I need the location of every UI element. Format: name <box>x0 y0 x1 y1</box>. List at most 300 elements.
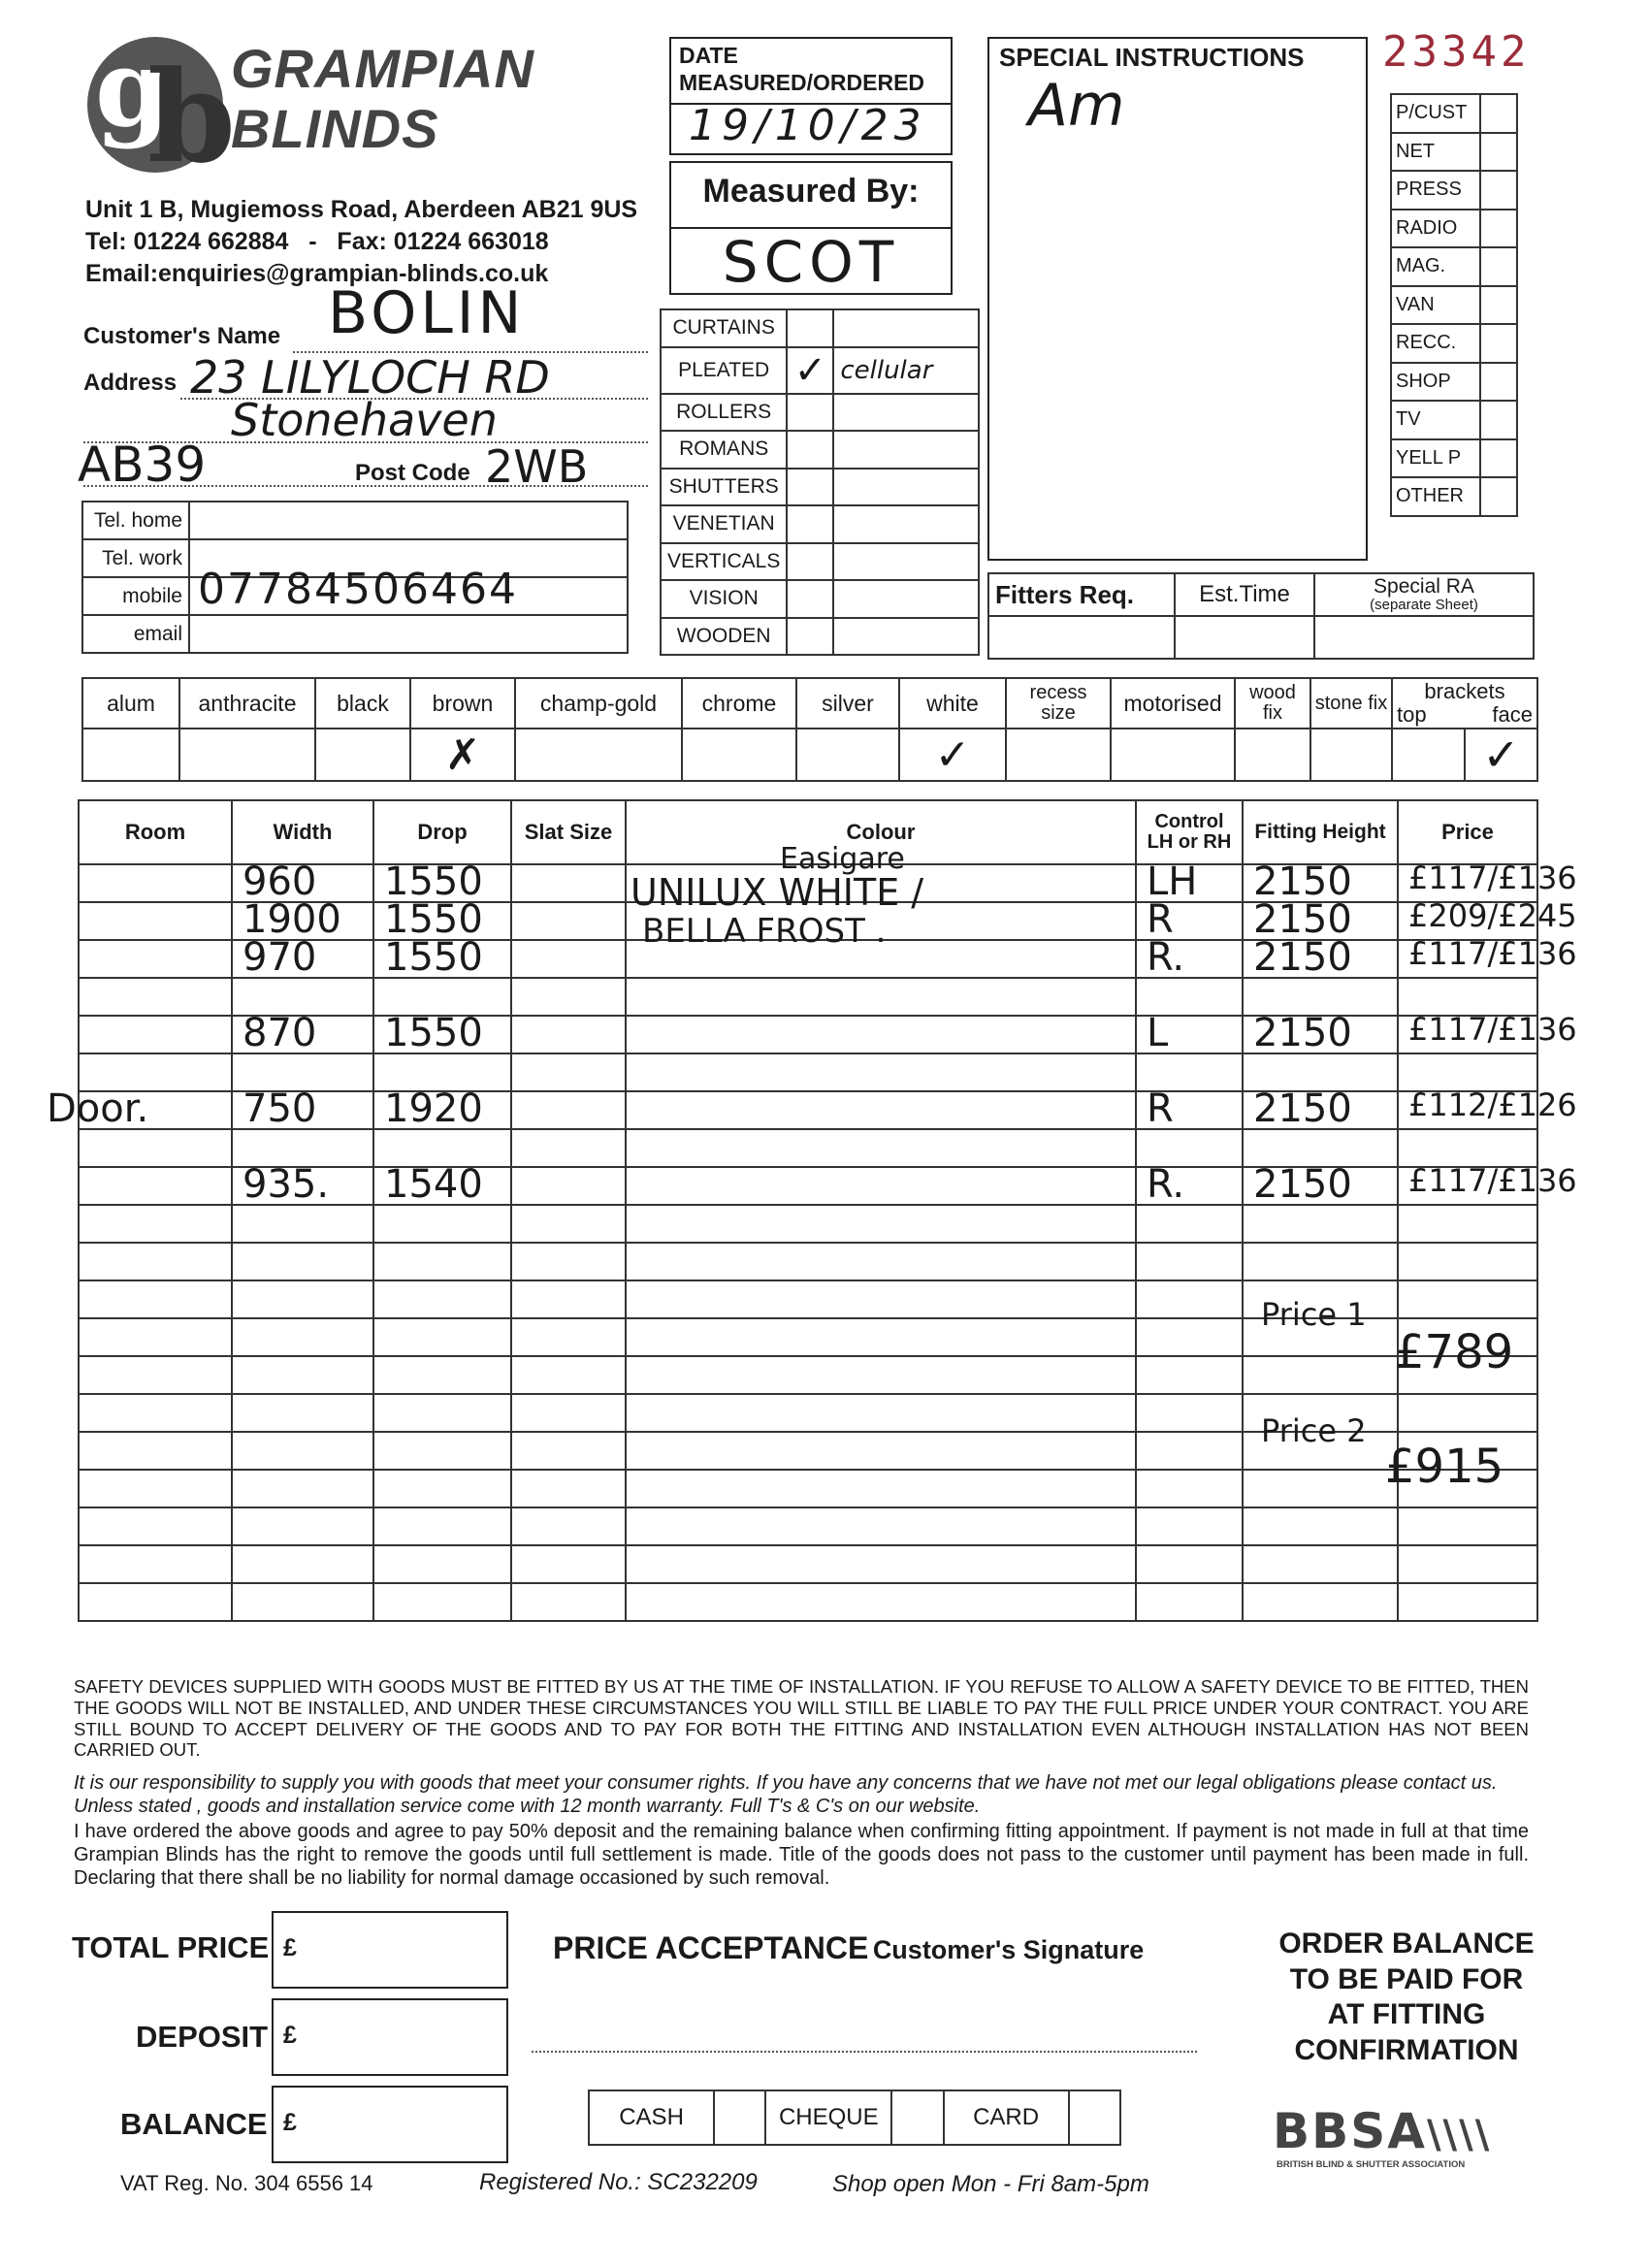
option-header: wood fix <box>1235 678 1310 729</box>
address-line1[interactable]: 23 LILYLOCH RD <box>190 351 550 404</box>
source-check[interactable] <box>1480 286 1517 325</box>
product-type-note[interactable] <box>833 394 979 432</box>
phone-row <box>82 577 628 615</box>
source-label: RECC. <box>1391 324 1480 363</box>
product-type-check[interactable] <box>787 431 833 469</box>
cell-control[interactable] <box>1136 1162 1243 1207</box>
postcode-suffix[interactable]: 2WB <box>485 440 589 493</box>
order-balance-notice <box>1203 1927 1610 2068</box>
cell-fitting[interactable] <box>1243 935 1398 980</box>
phone-row <box>82 615 628 653</box>
product-type-note[interactable] <box>833 505 979 543</box>
cell-room[interactable] <box>79 902 232 940</box>
cell-price[interactable] <box>1398 1545 1537 1583</box>
cell-price[interactable] <box>1398 1162 1577 1205</box>
brackets-header <box>1392 678 1537 729</box>
table-row <box>79 1016 1537 1053</box>
source-label: PRESS <box>1391 171 1480 210</box>
option-mark[interactable] <box>315 729 410 781</box>
option-mark[interactable] <box>515 729 682 781</box>
cell-room[interactable] <box>79 1016 232 1053</box>
source-label: SHOP <box>1391 363 1480 402</box>
cell-room[interactable] <box>79 1167 232 1205</box>
cell-fitting[interactable] <box>1243 1243 1398 1280</box>
est-time-value[interactable] <box>1175 616 1314 659</box>
cell-width[interactable] <box>232 935 373 980</box>
total-currency: £ <box>283 1934 297 1961</box>
cell-room-value: Door. <box>47 1086 149 1131</box>
payment-method-check[interactable] <box>1069 2090 1120 2145</box>
cell-colour[interactable] <box>626 1129 1136 1167</box>
source-label: MAG. <box>1391 247 1480 286</box>
cell-slat[interactable] <box>511 1356 626 1394</box>
cell-price-value: £117/£136 <box>1408 1011 1577 1048</box>
cell-room[interactable] <box>79 940 232 978</box>
registered-number: Registered No.: SC232209 <box>479 2169 758 2195</box>
cell-slat[interactable] <box>511 902 626 940</box>
date-label-line2: MEASURED/ORDERED <box>679 70 925 95</box>
cell-colour[interactable] <box>626 1507 1136 1545</box>
payment-method-label: CASH <box>589 2090 714 2145</box>
measured-by-value: SCOT <box>722 229 900 295</box>
source-row <box>1391 133 1517 172</box>
table-row <box>79 1243 1537 1280</box>
source-check[interactable] <box>1480 477 1517 516</box>
cell-drop[interactable] <box>373 1280 511 1318</box>
cell-colour[interactable] <box>626 1545 1136 1583</box>
price2-label: Price 2 <box>1261 1412 1367 1449</box>
order-balance-line4: CONFIRMATION <box>1294 2033 1519 2066</box>
phone-table <box>81 501 629 654</box>
col-slat: Slat Size <box>511 800 626 864</box>
signature-line[interactable] <box>532 2051 1197 2053</box>
option-mark[interactable] <box>682 729 796 781</box>
cell-width[interactable] <box>232 1280 373 1318</box>
source-row <box>1391 286 1517 325</box>
option-mark[interactable]: ✓ <box>899 729 1006 781</box>
order-balance-line1: ORDER BALANCE <box>1278 1928 1535 1960</box>
cell-colour[interactable] <box>626 1205 1136 1243</box>
cell-room[interactable] <box>79 1318 232 1356</box>
price2-value: £915 <box>1385 1440 1504 1494</box>
phone-value[interactable] <box>189 565 628 615</box>
product-type-row <box>661 618 979 656</box>
source-label: YELL P <box>1391 439 1480 478</box>
source-label: NET <box>1391 133 1480 172</box>
option-header: silver <box>796 678 899 729</box>
cell-width[interactable] <box>232 1507 373 1545</box>
deposit-field[interactable] <box>272 1998 508 2076</box>
vat-number: VAT Reg. No. 304 6556 14 <box>120 2171 373 2195</box>
cell-slat[interactable] <box>511 978 626 1016</box>
cell-width[interactable] <box>232 1318 373 1356</box>
product-type-row <box>661 347 979 394</box>
cell-slat[interactable] <box>511 1016 626 1053</box>
cell-drop[interactable] <box>373 1507 511 1545</box>
phone-value[interactable] <box>189 502 628 539</box>
product-type-note[interactable] <box>833 618 979 656</box>
address-line2[interactable]: Stonehaven <box>231 394 498 446</box>
cell-fitting[interactable] <box>1243 1011 1398 1055</box>
cell-control[interactable] <box>1136 1356 1243 1394</box>
payment-method-label: CARD <box>944 2090 1069 2145</box>
cell-colour[interactable] <box>626 1318 1136 1356</box>
col-drop: Drop <box>373 800 511 864</box>
fitters-table <box>987 572 1535 660</box>
colour-note-line2: UNILUX WHITE / <box>630 871 924 914</box>
cell-price[interactable] <box>1398 1205 1537 1243</box>
cell-fitting[interactable] <box>1243 1356 1398 1394</box>
product-type-note[interactable] <box>833 580 979 618</box>
option-mark[interactable] <box>82 729 179 781</box>
customer-name[interactable]: BOLIN <box>328 279 526 347</box>
source-check[interactable] <box>1480 133 1517 172</box>
cell-room[interactable] <box>79 1394 232 1432</box>
cell-slat[interactable] <box>511 1243 626 1280</box>
cell-room[interactable] <box>79 1583 232 1621</box>
cell-slat[interactable] <box>511 1432 626 1470</box>
cell-colour[interactable] <box>626 1167 1136 1205</box>
source-row <box>1391 439 1517 478</box>
cell-control[interactable] <box>1136 1507 1243 1545</box>
product-type-check[interactable] <box>787 469 833 506</box>
cell-colour[interactable] <box>626 1016 1136 1053</box>
price-acceptance-label: PRICE ACCEPTANCE <box>553 1930 869 1965</box>
logo-g-glyph: g <box>95 25 170 150</box>
cell-drop[interactable] <box>373 1394 511 1432</box>
cell-control[interactable] <box>1136 1432 1243 1470</box>
cell-room[interactable] <box>79 978 232 1016</box>
table-row <box>79 1545 1537 1583</box>
cell-width[interactable] <box>232 1583 373 1621</box>
cell-drop[interactable] <box>373 1011 511 1055</box>
brackets-face: face <box>1492 702 1533 727</box>
product-type-row <box>661 309 979 347</box>
product-type-check[interactable] <box>787 580 833 618</box>
cell-slat[interactable] <box>511 1091 626 1129</box>
cell-slat[interactable] <box>511 864 626 902</box>
cell-fitting-value: 2150 <box>1253 897 1352 942</box>
cell-control[interactable] <box>1136 1243 1243 1280</box>
cell-slat[interactable] <box>511 1280 626 1318</box>
product-type-check[interactable] <box>787 618 833 656</box>
option-mark[interactable] <box>1111 729 1235 781</box>
cell-price[interactable] <box>1398 1280 1537 1318</box>
balance-currency: £ <box>283 2109 297 2136</box>
colour-note-line3: BELLA FROST . <box>642 912 887 951</box>
cell-fitting[interactable] <box>1243 1583 1398 1621</box>
cell-drop[interactable] <box>373 1470 511 1507</box>
source-check[interactable] <box>1480 247 1517 286</box>
product-type-note[interactable] <box>833 469 979 506</box>
cell-width[interactable] <box>232 1162 373 1207</box>
option-mark[interactable] <box>1310 729 1392 781</box>
product-type-label: SHUTTERS <box>661 469 787 506</box>
cell-fitting[interactable] <box>1243 1545 1398 1583</box>
cell-price-value: £209/£245 <box>1408 897 1577 934</box>
option-mark[interactable] <box>1235 729 1310 781</box>
special-ra-label: Special RA <box>1374 575 1474 599</box>
product-type-label: PLEATED <box>661 347 787 394</box>
total-price-field[interactable] <box>272 1911 508 1989</box>
cell-room[interactable] <box>79 1243 232 1280</box>
cell-drop[interactable] <box>373 1583 511 1621</box>
fitters-value[interactable] <box>988 616 1175 659</box>
source-check[interactable] <box>1480 363 1517 402</box>
product-type-row <box>661 469 979 506</box>
cell-room[interactable] <box>79 1129 232 1167</box>
cell-width[interactable] <box>232 1086 373 1131</box>
cell-drop[interactable] <box>373 1318 511 1356</box>
cell-price[interactable] <box>1398 1583 1537 1621</box>
product-type-check[interactable] <box>787 394 833 432</box>
cell-fitting[interactable] <box>1243 1162 1398 1207</box>
cell-width[interactable] <box>232 1394 373 1432</box>
source-check[interactable] <box>1480 94 1517 133</box>
source-label: OTHER <box>1391 477 1480 516</box>
cell-price[interactable] <box>1398 1507 1537 1545</box>
option-header: champ-gold <box>515 678 682 729</box>
cell-price[interactable] <box>1398 1011 1577 1053</box>
source-check[interactable] <box>1480 439 1517 478</box>
table-row <box>79 1205 1537 1243</box>
product-type-note[interactable] <box>833 431 979 469</box>
cell-control[interactable] <box>1136 1583 1243 1621</box>
source-row <box>1391 477 1517 516</box>
option-mark[interactable] <box>796 729 899 781</box>
source-table <box>1390 93 1518 517</box>
product-type-check[interactable]: ✓ <box>787 347 833 394</box>
company-name-line1: GRAMPIAN <box>231 38 534 99</box>
order-balance-line3: AT FITTING <box>1327 1998 1486 2031</box>
source-check[interactable] <box>1480 210 1517 248</box>
cell-width[interactable] <box>232 1011 373 1055</box>
cell-slat[interactable] <box>511 1545 626 1583</box>
cell-control-value: L <box>1147 1011 1169 1055</box>
colour-note-line1: Easigare <box>780 842 905 876</box>
cell-control[interactable] <box>1136 1545 1243 1583</box>
product-type-check[interactable] <box>787 543 833 581</box>
product-type-row <box>661 505 979 543</box>
cell-width-value: 935. <box>242 1162 330 1207</box>
price1-value: £789 <box>1395 1325 1514 1379</box>
date-label-line1: DATE <box>679 43 738 68</box>
source-row <box>1391 210 1517 248</box>
option-header: anthracite <box>179 678 315 729</box>
cell-slat[interactable] <box>511 1583 626 1621</box>
option-mark[interactable] <box>1006 729 1111 781</box>
cell-colour[interactable] <box>626 1394 1136 1432</box>
table-row <box>79 1091 1537 1129</box>
cell-colour[interactable] <box>626 1432 1136 1470</box>
special-ra-cell <box>1314 573 1534 616</box>
cell-control-value: R <box>1147 1086 1174 1131</box>
product-type-note[interactable] <box>833 309 979 347</box>
cell-fitting-value: 2150 <box>1253 935 1352 980</box>
bbsa-logo-text: BBSA <box>1273 2103 1427 2159</box>
cell-drop-value: 1550 <box>384 897 483 942</box>
brackets-top-mark[interactable] <box>1393 729 1466 780</box>
cell-colour[interactable] <box>626 978 1136 1016</box>
cell-drop[interactable] <box>373 1205 511 1243</box>
cell-control[interactable] <box>1136 1470 1243 1507</box>
product-type-label: WOODEN <box>661 618 787 656</box>
cell-control[interactable] <box>1136 935 1243 980</box>
cell-control[interactable] <box>1136 1318 1243 1356</box>
cell-drop[interactable] <box>373 1545 511 1583</box>
cell-room[interactable] <box>79 1545 232 1583</box>
cell-width[interactable] <box>232 1545 373 1583</box>
phone-value-text: 07784506464 <box>198 565 518 614</box>
brackets-sub <box>1397 703 1533 727</box>
col-colour: Colour <box>626 800 1136 864</box>
special-instructions-box[interactable] <box>987 37 1368 561</box>
source-row <box>1391 401 1517 439</box>
price1-label: Price 1 <box>1261 1296 1367 1333</box>
cell-drop[interactable] <box>373 1243 511 1280</box>
bbsa-logo <box>1273 2103 1491 2159</box>
cell-colour[interactable] <box>626 1243 1136 1280</box>
postcode-prefix[interactable]: AB39 <box>78 437 207 493</box>
special-instructions-label: SPECIAL INSTRUCTIONS <box>999 43 1305 72</box>
cell-slat[interactable] <box>511 1318 626 1356</box>
cell-fitting[interactable] <box>1243 1205 1398 1243</box>
cell-drop[interactable] <box>373 1432 511 1470</box>
postcode-label: Post Code <box>355 460 470 486</box>
col-width: Width <box>232 800 373 864</box>
brackets-face-mark[interactable]: ✓ <box>1482 729 1520 781</box>
cell-control[interactable] <box>1136 1394 1243 1432</box>
cell-drop[interactable] <box>373 935 511 980</box>
cell-drop[interactable] <box>373 1086 511 1131</box>
cell-room[interactable] <box>79 1432 232 1470</box>
cell-room[interactable] <box>79 1507 232 1545</box>
cell-control[interactable] <box>1136 1280 1243 1318</box>
cell-width[interactable] <box>232 1205 373 1243</box>
cell-room[interactable] <box>79 1470 232 1507</box>
product-type-note[interactable] <box>833 543 979 581</box>
cell-room[interactable] <box>47 1086 232 1131</box>
cell-slat[interactable] <box>511 1167 626 1205</box>
cell-price-value: £117/£136 <box>1408 1162 1577 1199</box>
cell-price[interactable] <box>1398 935 1577 978</box>
product-type-check[interactable] <box>787 309 833 347</box>
brackets-mark-row <box>1393 729 1536 780</box>
option-mark[interactable] <box>179 729 315 781</box>
cell-slat[interactable] <box>511 1205 626 1243</box>
cell-fitting[interactable] <box>1243 1470 1398 1507</box>
cell-width[interactable] <box>232 1243 373 1280</box>
cell-room[interactable] <box>79 1356 232 1394</box>
cell-width-value: 970 <box>242 935 317 980</box>
cell-width[interactable] <box>232 1470 373 1507</box>
option-header: stone fix <box>1310 678 1392 729</box>
cell-fitting[interactable] <box>1243 1507 1398 1545</box>
cell-control-value: R. <box>1147 935 1185 980</box>
cell-room[interactable] <box>79 1280 232 1318</box>
fitters-label: Fitters Req. <box>988 573 1175 616</box>
option-header: white <box>899 678 1006 729</box>
product-type-row <box>661 543 979 581</box>
cell-control-value: LH <box>1147 859 1198 904</box>
cell-slat[interactable] <box>511 1053 626 1091</box>
table-row <box>79 1507 1537 1545</box>
payment-table <box>588 2090 1121 2146</box>
cell-drop-value: 1540 <box>384 1162 483 1207</box>
phone-label: email <box>82 615 189 653</box>
cell-price[interactable] <box>1398 1394 1537 1432</box>
date-value-cell[interactable] <box>671 103 951 153</box>
product-type-note[interactable]: cellular <box>833 347 979 394</box>
cell-control[interactable] <box>1136 1086 1243 1131</box>
product-type-check[interactable] <box>787 505 833 543</box>
cell-width[interactable] <box>232 1356 373 1394</box>
cell-fitting[interactable] <box>1243 1086 1398 1131</box>
payment-method-check[interactable] <box>891 2090 943 2145</box>
balance-field[interactable] <box>272 2086 508 2163</box>
company-name-line2: BLINDS <box>231 98 439 159</box>
cell-drop[interactable] <box>373 1356 511 1394</box>
brackets-label: brackets <box>1424 678 1505 703</box>
cell-width[interactable] <box>232 1432 373 1470</box>
option-mark[interactable]: ✗ <box>410 729 515 781</box>
source-check[interactable] <box>1480 401 1517 439</box>
cell-drop-value: 1550 <box>384 1011 483 1055</box>
balance-label: BALANCE <box>120 2107 268 2141</box>
cell-room[interactable] <box>79 1205 232 1243</box>
cell-colour[interactable] <box>626 1583 1136 1621</box>
cell-colour[interactable] <box>626 1470 1136 1507</box>
cell-room[interactable] <box>79 864 232 902</box>
cell-colour[interactable] <box>626 1356 1136 1394</box>
payment-method-check[interactable] <box>714 2090 765 2145</box>
cell-control[interactable] <box>1136 1205 1243 1243</box>
company-address: Unit 1 B, Mugiemoss Road, Aberdeen AB21 9US <box>85 196 638 223</box>
phone-row <box>82 502 628 539</box>
phone-value[interactable] <box>189 615 628 653</box>
product-type-label: VISION <box>661 580 787 618</box>
table-row <box>79 1583 1537 1621</box>
source-label: TV <box>1391 401 1480 439</box>
cell-price[interactable] <box>1398 1086 1577 1129</box>
cell-width-value: 1900 <box>242 897 341 942</box>
cell-slat[interactable] <box>511 1507 626 1545</box>
cell-drop[interactable] <box>373 1162 511 1207</box>
phone-label: Tel. home <box>82 502 189 539</box>
cell-slat[interactable] <box>511 940 626 978</box>
cell-colour[interactable] <box>626 1280 1136 1318</box>
product-type-row <box>661 431 979 469</box>
source-check[interactable] <box>1480 171 1517 210</box>
cell-slat[interactable] <box>511 1470 626 1507</box>
cell-fitting-value: 2150 <box>1253 1086 1352 1131</box>
terms-deposit: I have ordered the above goods and agree to pay 50% deposit and the remaining balance when confirming fitting appointment. If payment is not made in full at that time Grampian Blinds has the right to remove the goods until full settlement is made. Title of the goods does not pass to the customer until payment has been made in full. Declaring that there shall be no liability for normal damage occasioned by such removal. <box>74 1821 1529 1889</box>
cell-slat[interactable] <box>511 1129 626 1167</box>
table-row <box>79 1356 1537 1394</box>
customer-name-label: Customer's Name <box>83 323 281 349</box>
cell-colour[interactable] <box>626 1053 1136 1091</box>
cell-colour[interactable] <box>626 1091 1136 1129</box>
company-phone: Tel: 01224 662884 - Fax: 01224 663018 <box>85 228 549 255</box>
source-check[interactable] <box>1480 324 1517 363</box>
product-type-row <box>661 394 979 432</box>
cell-price[interactable] <box>1398 1243 1537 1280</box>
cell-price-value: £112/£126 <box>1408 1086 1577 1123</box>
special-ra-value[interactable] <box>1314 616 1534 659</box>
bbsa-sub: BRITISH BLIND & SHUTTER ASSOCIATION <box>1277 2159 1466 2170</box>
cell-control[interactable] <box>1136 1011 1243 1055</box>
cell-slat[interactable] <box>511 1394 626 1432</box>
